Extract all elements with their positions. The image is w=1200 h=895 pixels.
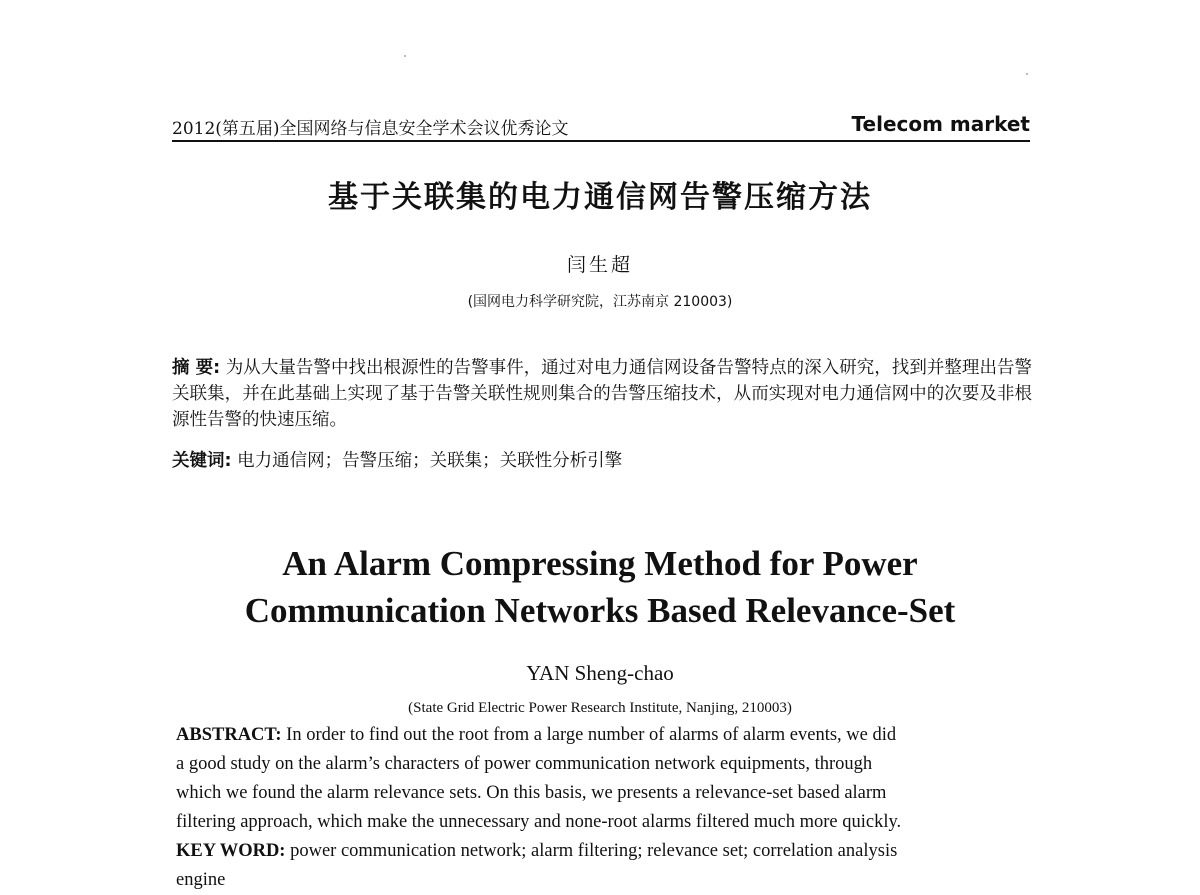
journal-name: Telecom market <box>851 112 1030 136</box>
chinese-author: 闫生超 <box>566 254 633 276</box>
english-abstract-line <box>176 721 1036 750</box>
english-title-line2: Communication Networks Based Relevance-Set <box>244 591 956 630</box>
scan-speck <box>404 55 406 57</box>
running-header <box>172 112 1030 142</box>
scan-speck <box>1026 73 1028 75</box>
english-title-line1: An Alarm Compressing Method for Power <box>282 544 918 583</box>
chinese-keywords <box>172 448 1032 474</box>
english-keywords-label: KEY WORD: <box>176 841 286 861</box>
chinese-abstract-text: 为从大量告警中找出根源性的告警事件，通过对电力通信网设备告警特点的深入研究，找到并整理出告警关联集，并在此基础上实现了基于告警关联性规则集合的告警压缩技术，从而实现对电力通信网中的次要及非根源性告警的快速压缩。 <box>172 358 1032 430</box>
chinese-title: 基于关联集的电力通信网告警压缩方法 <box>328 180 872 215</box>
chinese-abstract-label: 摘 要: <box>172 358 221 378</box>
chinese-affiliation: (国网电力科学研究院，江苏南京 210003) <box>467 294 733 310</box>
chinese-abstract <box>172 355 1032 433</box>
chinese-keywords-label: 关键词: <box>172 451 232 471</box>
chinese-keywords-text: 电力通信网；告警压缩；关联集；关联性分析引擎 <box>237 451 623 471</box>
english-author: YAN Sheng-chao <box>526 661 674 685</box>
conference-name: 2012(第五届)全国网络与信息安全学术会议优秀论文 <box>172 119 569 139</box>
english-keywords-text: power communication network; alarm filtering; relevance set; correlation analysis <box>290 841 898 861</box>
english-abstract-text: In order to find out the root from a large number of alarms of alarm events, we did <box>286 725 897 745</box>
english-keywords <box>176 837 1036 866</box>
english-abstract <box>176 721 1036 895</box>
english-title <box>0 540 1200 634</box>
english-abstract-line: a good study on the alarm’s characters of power communication network equipments, through <box>176 754 873 774</box>
english-keywords-continuation: engine <box>176 870 226 890</box>
english-abstract-line: which we found the alarm relevance sets. On this basis, we presents a relevance-set based alarm <box>176 783 887 803</box>
english-abstract-label: ABSTRACT: <box>176 725 282 745</box>
english-affiliation: (State Grid Electric Power Research Institute, Nanjing, 210003) <box>408 700 792 716</box>
english-abstract-line: filtering approach, which make the unnecessary and none-root alarms filtered much more quickly. <box>176 812 902 832</box>
